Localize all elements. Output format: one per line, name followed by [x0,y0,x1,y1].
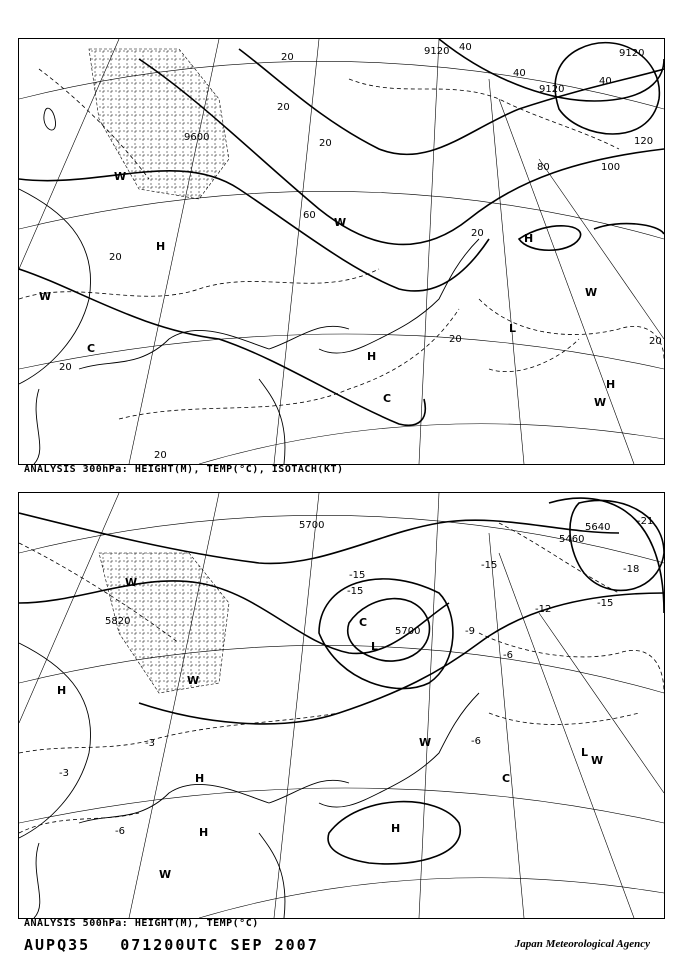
panel-300hpa-caption: ANALYSIS 300hPa: HEIGHT(M), TEMP(°C), ISOTACH(KT) [24,464,344,475]
cold-center-marker: C [502,772,511,785]
cold-center-marker: C [359,616,368,629]
height-label: 5820 [105,616,131,627]
temp-label: -6 [115,826,125,837]
warm-center-marker: W [39,290,52,303]
temp-label: -3 [145,738,155,749]
temp-label: -6 [471,736,481,747]
height-label: 9120 [424,46,450,57]
isotach-label: 20 [319,138,332,149]
temp-label: -15 [347,586,364,597]
height-label: 5640 [585,522,611,533]
temp-label: -3 [59,768,69,779]
height-label: 9600 [184,132,210,143]
analysis-500hpa-map [18,492,665,919]
temp-label: -12 [535,604,552,615]
isotach-label: 20 [649,336,662,347]
high-pressure-marker: H [57,684,67,697]
warm-center-marker: W [334,216,347,229]
panel-500hpa-caption: ANALYSIS 500hPa: HEIGHT(M), TEMP(°C) [24,918,259,929]
high-pressure-marker: H [391,822,401,835]
isotach-label: 20 [59,362,72,373]
cold-center-marker: C [87,342,96,355]
temp-label: -6 [503,650,513,661]
high-pressure-marker: H [195,772,205,785]
height-label: 5700 [299,520,325,531]
high-pressure-marker: H [199,826,209,839]
isotach-label: 40 [599,76,612,87]
low-pressure-marker: L [371,640,379,653]
isotach-label: 20 [109,252,122,263]
warm-center-marker: W [125,576,138,589]
temp-label: -21 [637,516,654,527]
height-label: 9120 [539,84,565,95]
warm-center-marker: W [419,736,432,749]
low-pressure-marker: L [509,322,517,335]
isotach-label: 100 [601,162,621,173]
isotach-label: 20 [277,102,290,113]
high-pressure-marker: H [524,232,534,245]
height-label: 5700 [395,626,421,637]
valid-time: 071200UTC SEP 2007 [120,936,319,954]
isotach-label: 40 [513,68,526,79]
high-pressure-marker: H [367,350,377,363]
agency-credit: Japan Meteorological Agency [514,938,650,950]
isotach-label: 20 [281,52,294,63]
low-pressure-marker: L [581,746,589,759]
temp-label: -15 [481,560,498,571]
height-label: 5460 [559,534,585,545]
isotach-label: 20 [154,450,167,461]
temp-label: -15 [597,598,614,609]
map-500hpa-drawing [19,493,664,918]
analysis-300hpa-map [18,38,665,465]
warm-center-marker: W [594,396,607,409]
warm-center-marker: W [159,868,172,881]
warm-center-marker: W [187,674,200,687]
high-pressure-marker: H [606,378,616,391]
high-pressure-marker: H [156,240,166,253]
temp-label: -9 [465,626,475,637]
isotach-label: 120 [634,136,654,147]
height-label: 9120 [619,48,645,59]
isotach-label: 20 [471,228,484,239]
chart-footer [24,936,319,954]
temp-label: -18 [623,564,640,575]
temp-label: -15 [349,570,366,581]
warm-center-marker: W [585,286,598,299]
isotach-label: 20 [449,334,462,345]
warm-center-marker: W [114,170,127,183]
chart-code: AUPQ35 [24,936,91,954]
isotach-label: 60 [303,210,316,221]
cold-center-marker: C [383,392,392,405]
isotach-label: 80 [537,162,550,173]
isotach-label: 40 [459,42,472,53]
warm-center-marker: W [591,754,604,767]
